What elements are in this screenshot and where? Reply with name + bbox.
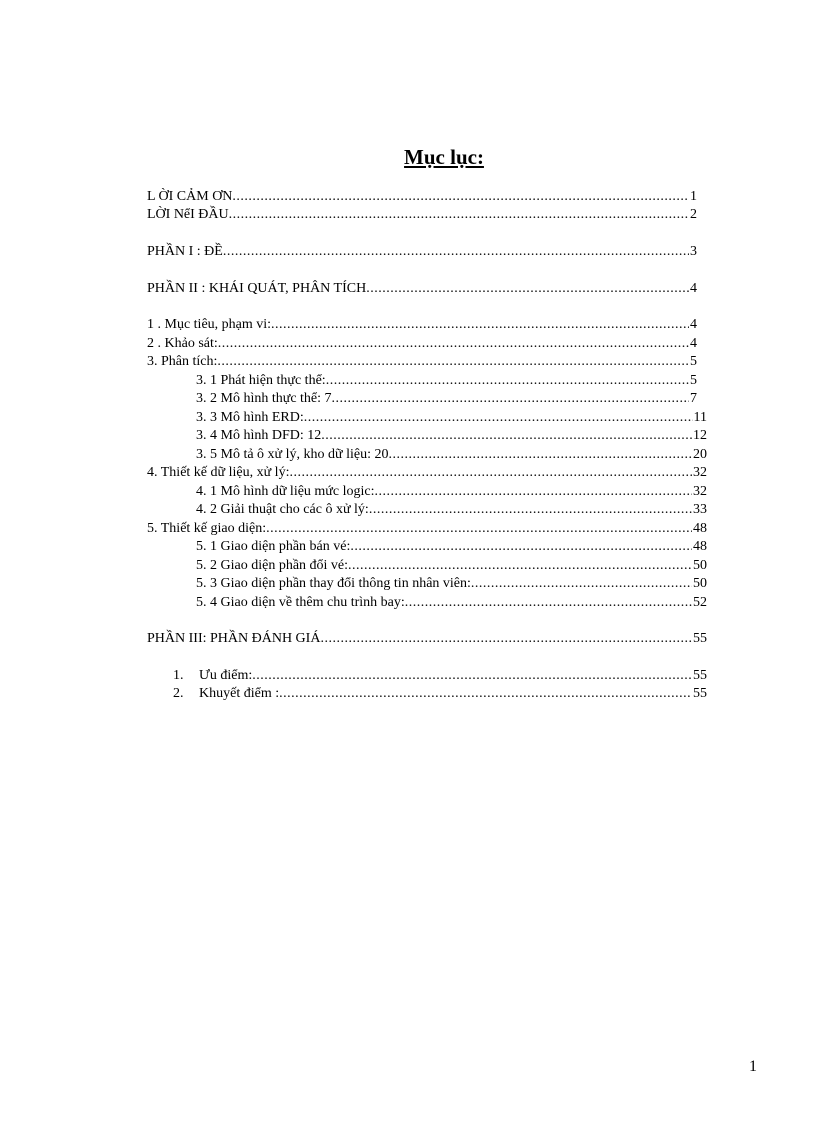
toc-label: 5. 4 Giao diện về thêm chu trình bay: — [196, 595, 405, 610]
toc-entry — [173, 667, 707, 685]
toc-label: Khuyết điểm : — [199, 686, 280, 701]
toc-entry — [196, 501, 707, 519]
toc-label: 5. 3 Giao diện phần thay đổi thông tin nhân viên: — [196, 576, 471, 591]
toc-label: 4. Thiết kế dữ liệu, xử lý: — [147, 465, 290, 480]
toc-page: 55 — [693, 686, 707, 701]
toc-label: 3. Phân tích: — [147, 354, 218, 369]
toc-entry — [147, 316, 697, 334]
toc-entry — [196, 575, 707, 593]
toc-page: 50 — [693, 558, 707, 573]
toc-entry — [196, 409, 707, 427]
toc-page: 20 — [693, 447, 707, 462]
toc-page: 50 — [693, 576, 707, 591]
toc-label: Ưu điểm: — [199, 668, 253, 683]
toc-label: 4. 1 Mô hình dữ liệu mức logic: — [196, 484, 375, 499]
toc-page: 4 — [690, 281, 697, 296]
toc-page: 5 — [690, 354, 697, 369]
toc-label: 3. 1 Phát hiện thực thể: — [196, 373, 326, 388]
toc-page: 4 — [690, 336, 697, 351]
toc-page: 32 — [693, 484, 707, 499]
toc-entry — [147, 280, 697, 298]
toc-label: PHẦN I : ĐỀ — [147, 244, 223, 259]
toc-entry — [147, 520, 707, 538]
toc-entry — [173, 685, 707, 703]
toc-entry — [147, 630, 707, 648]
toc-label: 5. Thiết kế giao diện: — [147, 521, 267, 536]
toc-entry — [196, 557, 707, 575]
toc-label: 5. 1 Giao diện phần bán vé: — [196, 539, 351, 554]
toc-label: L ỜI CẢM ƠN — [147, 189, 233, 204]
toc-label: 3. 5 Mô tả ô xử lý, kho dữ liệu: 20 — [196, 447, 389, 462]
toc-label: PHẦN II : KHÁI QUÁT, PHÂN TÍCH — [147, 281, 367, 296]
toc-page: 4 — [690, 317, 697, 332]
toc-page: 3 — [690, 244, 697, 259]
toc-label: 5. 2 Giao diện phần đổi vé: — [196, 558, 349, 573]
toc-page: 12 — [693, 428, 707, 443]
page-title: Mục lục: — [404, 145, 484, 169]
toc-page: 48 — [693, 521, 707, 536]
toc-label: 3. 3 Mô hình ERD: — [196, 410, 304, 425]
toc-page: 55 — [693, 668, 707, 683]
toc-label: 2 . Khảo sát: — [147, 336, 218, 351]
toc-page: 52 — [693, 595, 707, 610]
toc-page: 7 — [690, 391, 697, 406]
toc-entry — [196, 538, 707, 556]
toc-entry — [147, 206, 697, 224]
toc-page: 2 — [690, 207, 697, 222]
toc-entry — [147, 188, 697, 206]
toc-page: 33 — [693, 502, 707, 517]
toc-entry — [196, 427, 707, 445]
toc-number: 2. — [173, 686, 184, 701]
toc-entry — [147, 464, 707, 482]
toc-page: 5 — [690, 373, 697, 388]
toc-number: 1. — [173, 668, 184, 683]
toc-label: 4. 2 Giải thuật cho các ô xử lý: — [196, 502, 369, 517]
page-number: 1 — [749, 1058, 757, 1075]
toc-page: 55 — [693, 631, 707, 646]
toc-label: LỜI NểI ĐẦU — [147, 207, 229, 222]
toc-entry — [147, 243, 697, 261]
toc-label: 3. 2 Mô hình thực thể: 7 — [196, 391, 332, 406]
toc-entry — [196, 483, 707, 501]
toc-page: 48 — [693, 539, 707, 554]
toc-entry — [147, 335, 697, 353]
toc-entry — [196, 446, 707, 464]
toc-page: 1 — [690, 189, 697, 204]
toc-label: 3. 4 Mô hình DFD: 12 — [196, 428, 322, 443]
toc-entry — [196, 390, 697, 408]
toc-page: 32 — [693, 465, 707, 480]
toc-label: PHẦN III: PHẦN ĐÁNH GIÁ — [147, 631, 321, 646]
toc-label: 1 . Mục tiêu, phạm vi: — [147, 317, 272, 332]
toc-entry — [196, 372, 697, 390]
toc-entry — [196, 594, 707, 612]
toc-entry — [147, 353, 697, 371]
toc-page: 11 — [693, 410, 707, 425]
